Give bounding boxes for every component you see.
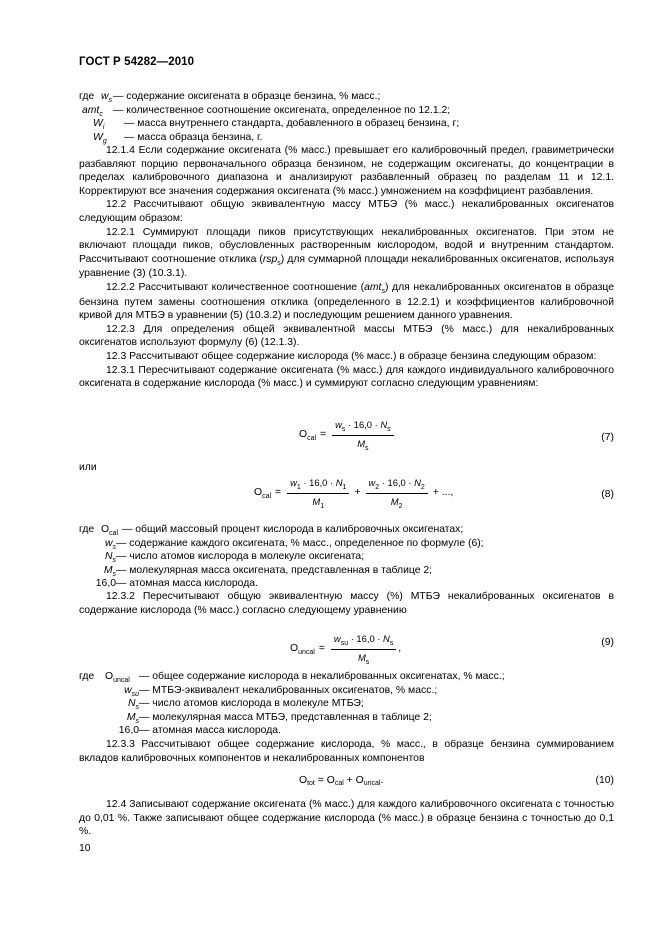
equation-10: O tot = O cal + O uncal . xyxy=(299,775,384,787)
definition-item: $N_s$ — число атомов кислорода в молекуле оксигената; xyxy=(79,550,614,564)
equation-number-10: (10) xyxy=(595,775,614,786)
symbol: $W_i$ xyxy=(93,118,105,131)
definition-item: где $O_{cal}$ — общий массовый процент кислорода в калибровочных оксигенатах; xyxy=(79,524,464,537)
definitions-list-2 xyxy=(79,523,614,591)
equation-9: $O_{uncal}$ = $\frac{w_{su} \cdot 16,0 \cdot N_s}{M_s}$ , xyxy=(290,633,402,666)
definition-item: $M_s$ — молекулярная масса оксигената, представленная в таблице 2; xyxy=(79,564,614,578)
paragraph-12-3-3: 12.3.3 Рассчитывают общее содержание кислорода, % масс., в образце бензина суммированием вкладов калибровочных компонентов и некалиброванных компонентов xyxy=(79,739,614,764)
symbol: 16,0 xyxy=(95,578,116,589)
paragraph-12-2-3: 12.2.3 Для определения общей эквивалентной массы МТБЭ (% масс.) для некалиброванных оксигенатов используют формулу (6) (12.1.3). xyxy=(79,323,614,349)
definition-item: $w_{su}$ — МТБЭ-эквивалент некалиброванных оксигенатов, % масс.; xyxy=(79,684,614,698)
symbol: 16,0 xyxy=(118,725,139,736)
definition-item: $w_s$ — содержание каждого оксигената, % масс., определенное по формуле (6); xyxy=(79,537,614,551)
definitions-list-1 xyxy=(79,90,614,144)
symbol: $M_s$ xyxy=(126,711,139,725)
symbol: $w_s$ xyxy=(104,537,116,551)
definition-item: 16,0 — атомная масса кислорода. xyxy=(79,724,614,738)
eq8-fraction-2: $\frac{w_2 \cdot 16,0 \cdot N_2}{M_2}$ xyxy=(366,476,428,510)
eq9-lhs: $O_{uncal}$ xyxy=(290,642,315,656)
or-word: или xyxy=(79,462,97,473)
definition-item: amt$_c$ — количественное соотношение оксигената, определенное по 12.1.2; xyxy=(79,104,614,118)
document-header: ГОСТ Р 54282—2010 xyxy=(79,56,195,68)
paragraph-12-3: 12.3 Рассчитывают общее содержание кислорода (% масс.) в образце бензина следующим образом: xyxy=(106,350,597,362)
eq8-lhs: $O_{cal}$ xyxy=(254,486,272,500)
paragraph-12-4: 12.4 Записывают содержание оксигената (% масс.) для каждого калибровочного оксигената с точностью до 0,01 %. Также записывают общее содержание кислорода (% масс.) в образце бензина с точностью до 0,1 %. xyxy=(79,799,614,838)
equation-7: $O_{cal}$ = $\frac{w_s \cdot 16,0 \cdot N_s}{M_s}$ xyxy=(299,418,396,452)
paragraph-12-2-2: 12.2.2 Рассчитывают количественное соотношение (amt$_s$) для некалиброванных оксигенатов в образце бензина путем замены соотношения отклика (определенного в 12.2.1) и коэффициентов калибровочной кривой для МТБЭ в уравнении (5) (10.3.2) и последующим решением данного уравнения. xyxy=(79,281,614,322)
definition-item: 16,0 — атомная масса кислорода. xyxy=(79,577,614,591)
symbol: $O_{cal}$ xyxy=(101,524,119,537)
paragraph-12-3-1: 12.3.1 Пересчитывают содержание оксигената (% масс.) для каждого индивидуального калибровочного оксигената в содержание кислорода (% масс.) и суммируют согласно следующим уравнениям: xyxy=(79,364,614,390)
eq8-fraction-1: $\frac{w_1 \cdot 16,0 \cdot N_1}{M_1}$ xyxy=(287,476,349,510)
equation-8: $O_{cal}$ = $\frac{w_1 \cdot 16,0 \cdot N_1}{M_1}$ + $\frac{w_2 \cdot 16,0 \cdot N_2}{M_2}$ + ..., xyxy=(254,477,454,510)
definition-item: где $O_{uncal}$ — общее содержание кислорода в некалиброванных оксигенатах, % масс.; xyxy=(79,671,505,684)
symbol: amt$_c$ xyxy=(82,104,103,118)
definitions-list-3 xyxy=(79,670,614,738)
equation-number-7: (7) xyxy=(601,432,614,443)
text-block-1 xyxy=(79,144,614,391)
definition-item: $W_g$ — масса образца бензина, г. xyxy=(79,131,614,145)
symbol: $N_s$ xyxy=(127,698,139,711)
paragraph-12-1-4: 12.1.4 Если содержание оксигената (% масс.) превышает его калибровочный предел, гравиметрически разбавляют порцию первоначального образца бензином, не содержащим оксигенаты, до концентрации в пределах калибровочного диапазона и анализируют разбавленный образец по разделам 11 и 12.1. Корректируют все значения содержания оксигената (% масс.) умножением на коэффициент разбавления. xyxy=(79,145,614,197)
equation-number-9: (9) xyxy=(601,637,614,648)
symbol: $w_s$ xyxy=(101,91,113,104)
paragraph-12-2: 12.2 Рассчитывают общую эквивалентную массу МТБЭ (% масс.) некалиброванных оксигенатов следующим образом: xyxy=(79,199,614,224)
symbol: $w_{su}$ xyxy=(124,684,139,698)
symbol: $W_g$ xyxy=(93,131,107,145)
symbol: $O_{uncal}$ xyxy=(105,671,130,684)
paragraph-12-2-1: 12.2.1 Суммируют площади пиков присутствующих некалиброванных оксигенатов. При этом не включают площади пиков, обусловленных растворенным кислородом, водой и внутренним стандартом. Рассчитывают соотношение отклика (rsp$_s$) для суммарной площади некалиброванных оксигенатов, используя уравнение (3) (10.3.1). xyxy=(79,226,614,280)
definition-item: где $w_s$ — содержание оксигената в образце бензина, % масс.; xyxy=(79,91,381,104)
eq9-fraction: $\frac{w_{su} \cdot 16,0 \cdot N_s}{M_s}$ xyxy=(331,632,396,666)
page-number: 10 xyxy=(79,843,91,854)
paragraph-12-3-2: 12.3.2 Пересчитывают общую эквивалентную массу (%) МТБЭ некалиброванных оксигенатов в содержание кислорода (% масс.) согласно следующему уравнению xyxy=(79,591,614,616)
definition-item: $N_s$ — число атомов кислорода в молекуле МТБЭ; xyxy=(79,697,614,711)
definition-item: $W_i$ — масса внутреннего стандарта, добавленного в образец бензина, г; xyxy=(79,117,614,131)
eq7-fraction: $\frac{w_s \cdot 16,0 \cdot N_s}{M_s}$ xyxy=(332,418,393,452)
symbol: $M_s$ xyxy=(103,564,116,578)
eq7-lhs: $O_{cal}$ xyxy=(299,428,317,442)
equation-number-8: (8) xyxy=(601,489,614,500)
symbol: $N_s$ xyxy=(104,551,116,564)
definition-item: $M_s$ — молекулярная масса МТБЭ, представленная в таблице 2; xyxy=(79,711,614,725)
